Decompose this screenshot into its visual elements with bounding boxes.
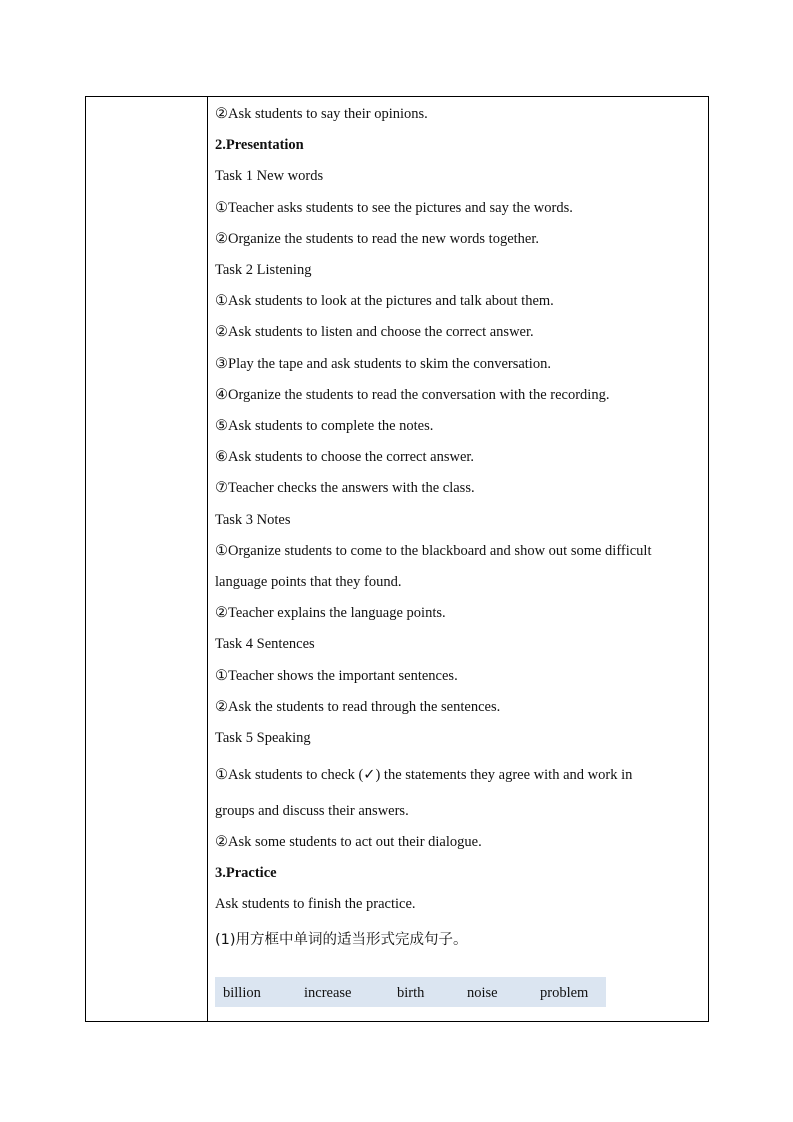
text-line: ②Ask the students to read through the sentences. [215, 699, 501, 715]
text-line: groups and discuss their answers. [215, 803, 409, 819]
text-line: ②Organize the students to read the new words together. [215, 231, 539, 247]
word-box [215, 977, 606, 1007]
text-line: ②Ask students to listen and choose the correct answer. [215, 324, 534, 340]
column-divider [207, 97, 208, 1021]
task-heading: Task 1 New words [215, 168, 324, 184]
word-box-word: increase [304, 985, 352, 1001]
section-heading-practice: 3.Practice [215, 865, 277, 881]
task-heading: Task 2 Listening [215, 262, 312, 278]
word-box-word: noise [467, 985, 498, 1001]
text-line: ③Play the tape and ask students to skim the conversation. [215, 356, 551, 372]
text-line: ⑦Teacher checks the answers with the class. [215, 480, 475, 496]
text-line: ①Teacher asks students to see the pictures and say the words. [215, 200, 573, 216]
text-line: ⑤Ask students to complete the notes. [215, 418, 434, 434]
text-line: ①Ask students to check (✓) the statements they agree with and work in [215, 767, 633, 783]
word-box-word: birth [397, 985, 425, 1001]
task-heading: Task 4 Sentences [215, 636, 315, 652]
text-line: ⑥Ask students to choose the correct answer. [215, 449, 475, 465]
exercise-instruction: (1)用方框中单词的适当形式完成句子。 [215, 932, 468, 948]
text-line: ②Ask students to say their opinions. [215, 106, 428, 122]
section-heading-presentation: 2.Presentation [215, 137, 304, 153]
text-line: ④Organize the students to read the conversation with the recording. [215, 387, 610, 403]
word-box-word: billion [223, 985, 261, 1001]
text-line: language points that they found. [215, 574, 402, 590]
text-line: ①Ask students to look at the pictures and talk about them. [215, 293, 554, 309]
task-heading: Task 5 Speaking [215, 730, 311, 746]
text-line: ②Ask some students to act out their dialogue. [215, 834, 482, 850]
text-line: ①Teacher shows the important sentences. [215, 668, 458, 684]
text-line: ①Organize students to come to the blackboard and show out some difficult [215, 543, 652, 559]
task-heading: Task 3 Notes [215, 512, 291, 528]
text-line: ②Teacher explains the language points. [215, 605, 446, 621]
word-box-word: problem [540, 985, 589, 1001]
lesson-table [85, 96, 709, 1022]
text-line: Ask students to finish the practice. [215, 896, 416, 912]
